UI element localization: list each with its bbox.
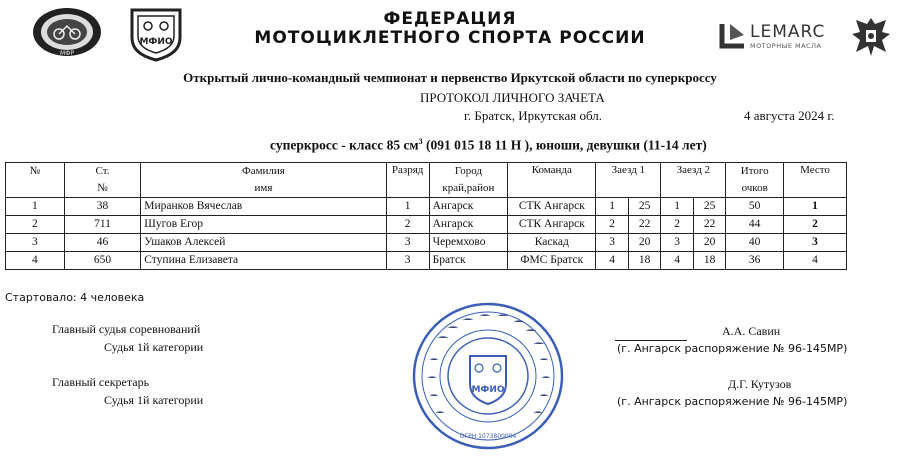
- started-count: Стартовало: 4 человека: [5, 291, 145, 304]
- cell-num: 2: [6, 216, 65, 234]
- cell-heat2-score: 25: [693, 198, 726, 216]
- cell-city: Черемхово: [429, 234, 508, 252]
- cell-name: Шугов Егор: [141, 216, 386, 234]
- cell-num: 3: [6, 234, 65, 252]
- cell-heat2-pos: 4: [661, 252, 694, 270]
- header-total-2: очков: [726, 180, 784, 198]
- header-start-num: Ст.: [64, 163, 141, 181]
- cell-name: Ступина Елизавета: [141, 252, 386, 270]
- cell-heat1-score: 20: [628, 234, 661, 252]
- cell-place: 2: [784, 216, 847, 234]
- judge-category: Судья 1й категории: [104, 340, 204, 354]
- cell-num: 1: [6, 198, 65, 216]
- cell-rank: 3: [386, 252, 429, 270]
- cell-num: 4: [6, 252, 65, 270]
- class-prefix: суперкросс - класс 85 см: [270, 137, 419, 153]
- event-title: Открытый лично-командный чемпионат и первенство Иркутской области по суперкроссу: [183, 70, 717, 85]
- header-num: №: [6, 163, 65, 181]
- judge-title: Главный судья соревнований: [52, 322, 201, 336]
- header-team: Команда: [508, 163, 596, 198]
- federation-title: [200, 10, 700, 48]
- cell-start: 711: [64, 216, 141, 234]
- class-suffix: (091 015 18 11 Н ), юноши, девушки (11-14 лет): [422, 137, 707, 153]
- cell-city: Ангарск: [429, 198, 508, 216]
- cell-place: 4: [784, 252, 847, 270]
- cell-heat2-pos: 2: [661, 216, 694, 234]
- sponsor-name: LEMARC: [750, 22, 826, 42]
- cell-heat1-score: 25: [628, 198, 661, 216]
- stamp-center-text: МФИО: [471, 385, 505, 395]
- cell-total: 36: [726, 252, 784, 270]
- secretary-name: Д.Г. Кутузов: [728, 377, 792, 391]
- table-row: [6, 198, 847, 216]
- header-total: Итого: [726, 163, 784, 181]
- svg-text:МФР: МФР: [60, 50, 74, 57]
- judge-order: (г. Ангарск распоряжение № 96-145МР): [617, 342, 848, 355]
- cell-start: 46: [64, 234, 141, 252]
- table-row: [6, 234, 847, 252]
- event-date: 4 августа 2024 г.: [744, 108, 835, 123]
- eagle-emblem-icon: [848, 12, 894, 60]
- cell-place: 1: [784, 198, 847, 216]
- organization-stamp: [408, 298, 568, 454]
- cell-rank: 1: [386, 198, 429, 216]
- results-table: [5, 162, 847, 270]
- stamp-ogrn: ОГРН 1073800004: [459, 433, 517, 440]
- class-line: [270, 137, 707, 154]
- header-heat2: Заезд 2: [661, 163, 726, 198]
- sponsor-tagline: МОТОРНЫЕ МАСЛА: [750, 42, 822, 50]
- svg-text:МФИО: МФИО: [139, 37, 173, 47]
- cell-name: Миранков Вячеслав: [141, 198, 386, 216]
- header-name: Фамилия: [141, 163, 386, 181]
- cell-heat2-score: 18: [693, 252, 726, 270]
- cell-heat2-score: 22: [693, 216, 726, 234]
- table-row: [6, 216, 847, 234]
- header-heat1: Заезд 1: [596, 163, 661, 198]
- cell-place: 3: [784, 234, 847, 252]
- cell-heat2-score: 20: [693, 234, 726, 252]
- cell-heat1-pos: 3: [596, 234, 629, 252]
- header-name-2: имя: [141, 180, 386, 198]
- cell-total: 40: [726, 234, 784, 252]
- header-city-2: край,район: [429, 180, 508, 198]
- cell-total: 50: [726, 198, 784, 216]
- cell-heat1-pos: 1: [596, 198, 629, 216]
- table-header-row: [6, 163, 847, 181]
- secretary-order: (г. Ангарск распоряжение № 96-145МР): [617, 395, 848, 408]
- cell-heat1-score: 18: [628, 252, 661, 270]
- cell-heat1-score: 22: [628, 216, 661, 234]
- judge-name: А.А. Савин: [722, 324, 781, 338]
- header-start-num-2: №: [64, 180, 141, 198]
- mfr-logo: [30, 6, 104, 58]
- federation-line2: МОТОЦИКЛЕТНОГО СПОРТА РОССИИ: [254, 28, 646, 48]
- federation-line1: ФЕДЕРАЦИЯ: [383, 9, 517, 29]
- header-place: Место: [784, 163, 847, 198]
- secretary-title: Главный секретарь: [52, 375, 150, 389]
- cell-heat2-pos: 3: [661, 234, 694, 252]
- cell-total: 44: [726, 216, 784, 234]
- cell-rank: 2: [386, 216, 429, 234]
- mfio-logo: [128, 4, 184, 62]
- cell-city: Ангарск: [429, 216, 508, 234]
- lemarc-logo-icon: [718, 20, 748, 50]
- secretary-category: Судья 1й категории: [104, 393, 204, 407]
- table-row: [6, 252, 847, 270]
- cell-team: СТК Ангарск: [508, 216, 596, 234]
- cell-rank: 3: [386, 234, 429, 252]
- event-place: г. Братск, Иркутская обл.: [464, 108, 602, 123]
- judge-signature-line: [615, 340, 687, 341]
- cell-name: Ушаков Алексей: [141, 234, 386, 252]
- class-sup: 3: [418, 137, 423, 146]
- cell-start: 650: [64, 252, 141, 270]
- cell-heat2-pos: 1: [661, 198, 694, 216]
- cell-heat1-pos: 2: [596, 216, 629, 234]
- cell-team: Каскад: [508, 234, 596, 252]
- cell-heat1-pos: 4: [596, 252, 629, 270]
- cell-team: СТК Ангарск: [508, 198, 596, 216]
- header-rank: Разряд: [386, 163, 429, 198]
- cell-team: ФМС Братск: [508, 252, 596, 270]
- cell-city: Братск: [429, 252, 508, 270]
- header-num-empty: [6, 180, 65, 198]
- protocol-title: ПРОТОКОЛ ЛИЧНОГО ЗАЧЕТА: [420, 90, 605, 105]
- header-city: Город: [429, 163, 508, 181]
- cell-start: 38: [64, 198, 141, 216]
